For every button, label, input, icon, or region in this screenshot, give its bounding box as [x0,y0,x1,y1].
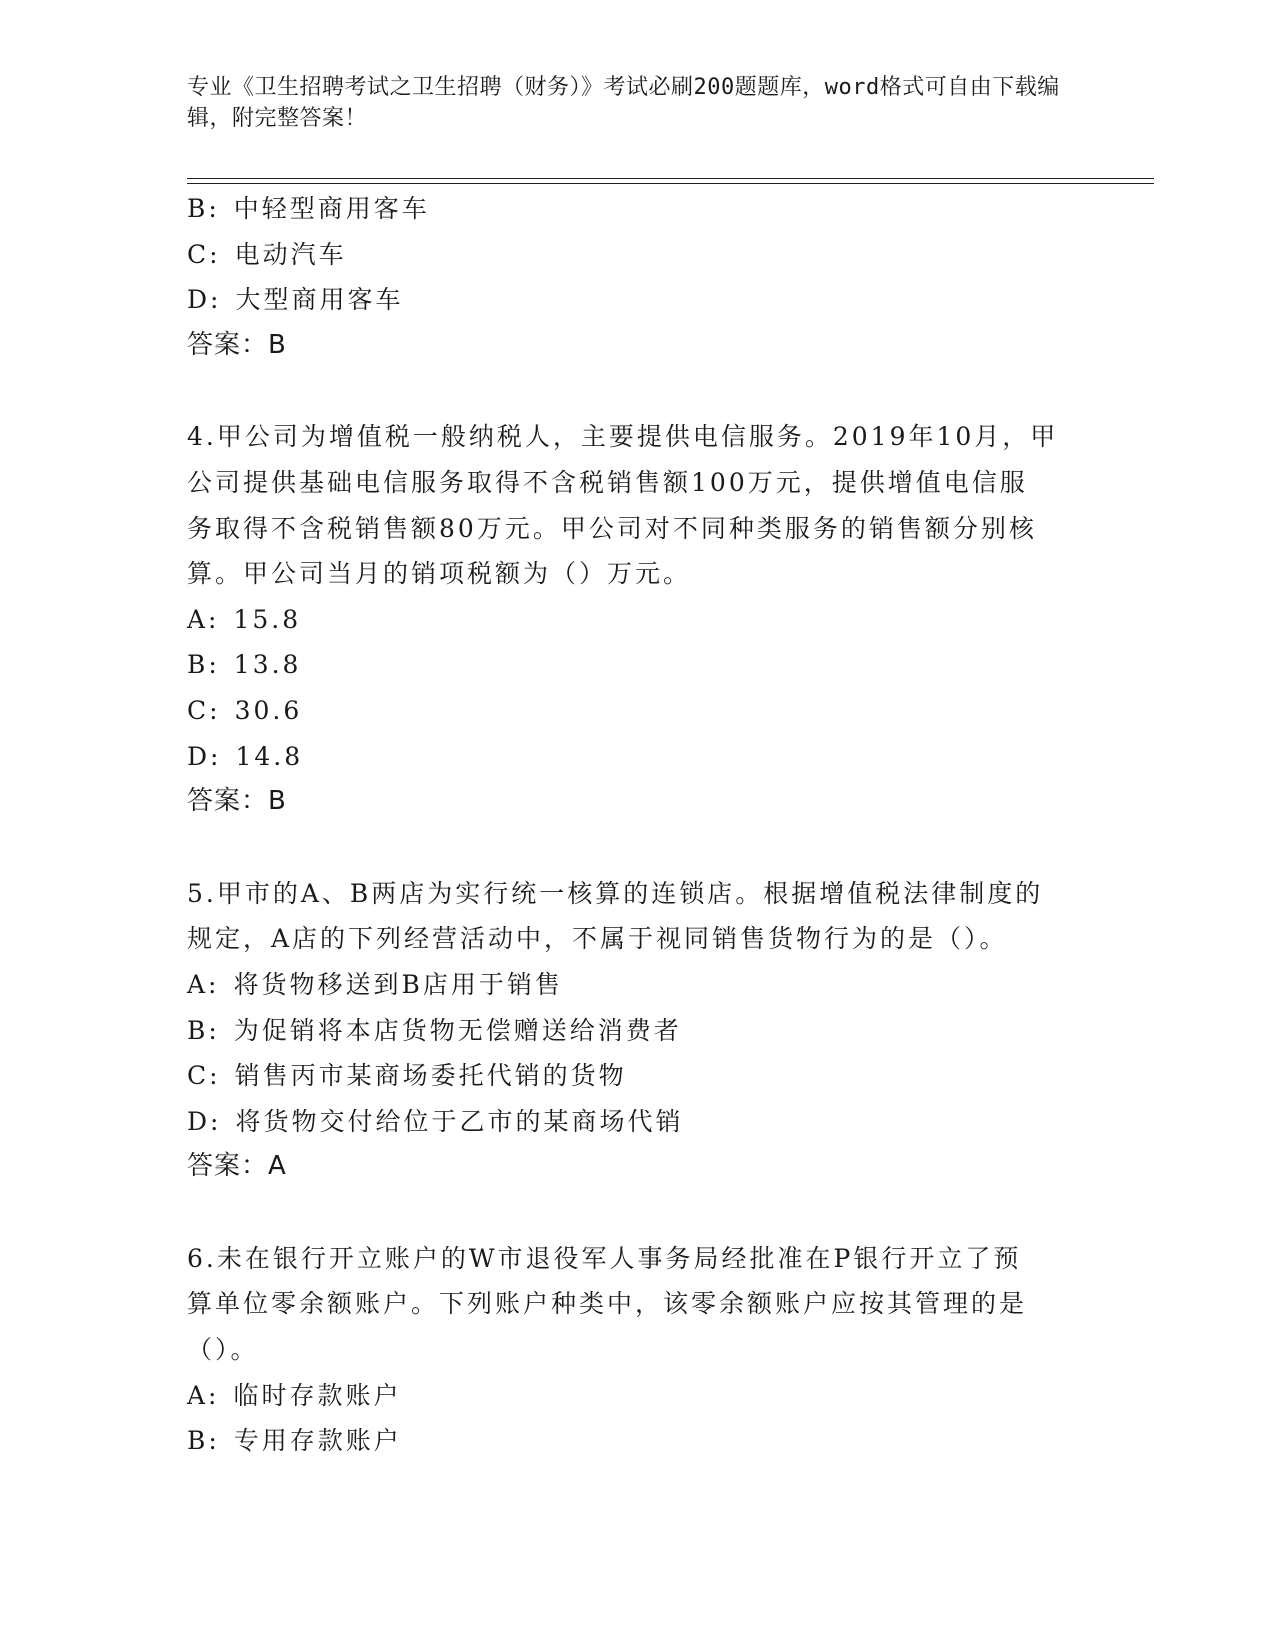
question-stem-line: 4.甲公司为增值税一般纳税人，主要提供电信服务。2019年10月，甲 [187,422,1059,452]
option-d: D: 大型商用客车 [187,285,404,315]
question-5 [187,871,1087,1190]
option-b: B: 中轻型商用客车 [187,194,430,223]
option-c: C: 销售丙市某商场委托代销的货物 [187,1061,627,1091]
question-stem-line: 务取得不含税销售额80万元。甲公司对不同种类服务的销售额分别核 [187,513,1037,543]
question-stem-line: 算。甲公司当月的销项税额为（）万元。 [187,559,692,589]
question-6 [187,1236,1087,1464]
option-d: D: 将货物交付给位于乙市的某商场代销 [187,1106,684,1136]
header-title: 专业《卫生招聘考试之卫生招聘（财务）》考试必刷200题题库，word格式可自由下载编辑，附完整答案！ [187,75,1060,131]
answer-label: 答案：A [187,1151,287,1182]
answer-label: 答案：B [187,329,287,360]
question-4 [187,414,1087,824]
question-stem-line: （）。 [187,1335,259,1365]
question-3-tail [187,186,1087,368]
question-list [187,186,1087,1464]
option-b: B: 专用存款账户 [187,1426,402,1456]
option-d: D: 14.8 [187,741,304,771]
question-stem-line: 算单位零余额账户。下列账户种类中，该零余额账户应按其管理的是 [187,1289,1028,1319]
option-b: B: 为促销将本店货物无偿赠送给消费者 [187,1015,682,1045]
option-c: C: 电动汽车 [187,239,347,269]
question-stem-line: 公司提供基础电信服务取得不含税销售额100万元，提供增值电信服 [187,467,1028,497]
question-stem-line: 规定，A店的下列经营活动中，不属于视同销售货物行为的是（）。 [187,924,1008,954]
header-divider-bottom [187,183,1154,184]
option-a: A: 将货物移送到B店用于销售 [187,969,563,999]
answer-label: 答案：B [187,786,287,817]
document-header [187,72,1067,134]
option-a: A: 临时存款账户 [187,1380,402,1410]
option-b: B: 13.8 [187,650,302,680]
question-stem-line: 6.未在银行开立账户的W市退役军人事务局经批准在P银行开立了预 [187,1243,1022,1273]
option-a: A: 15.8 [187,604,302,634]
question-stem-line: 5.甲市的A、B两店为实行统一核算的连锁店。根据增值税法律制度的 [187,878,1044,908]
option-c: C: 30.6 [187,695,303,725]
header-divider-top [187,178,1154,179]
